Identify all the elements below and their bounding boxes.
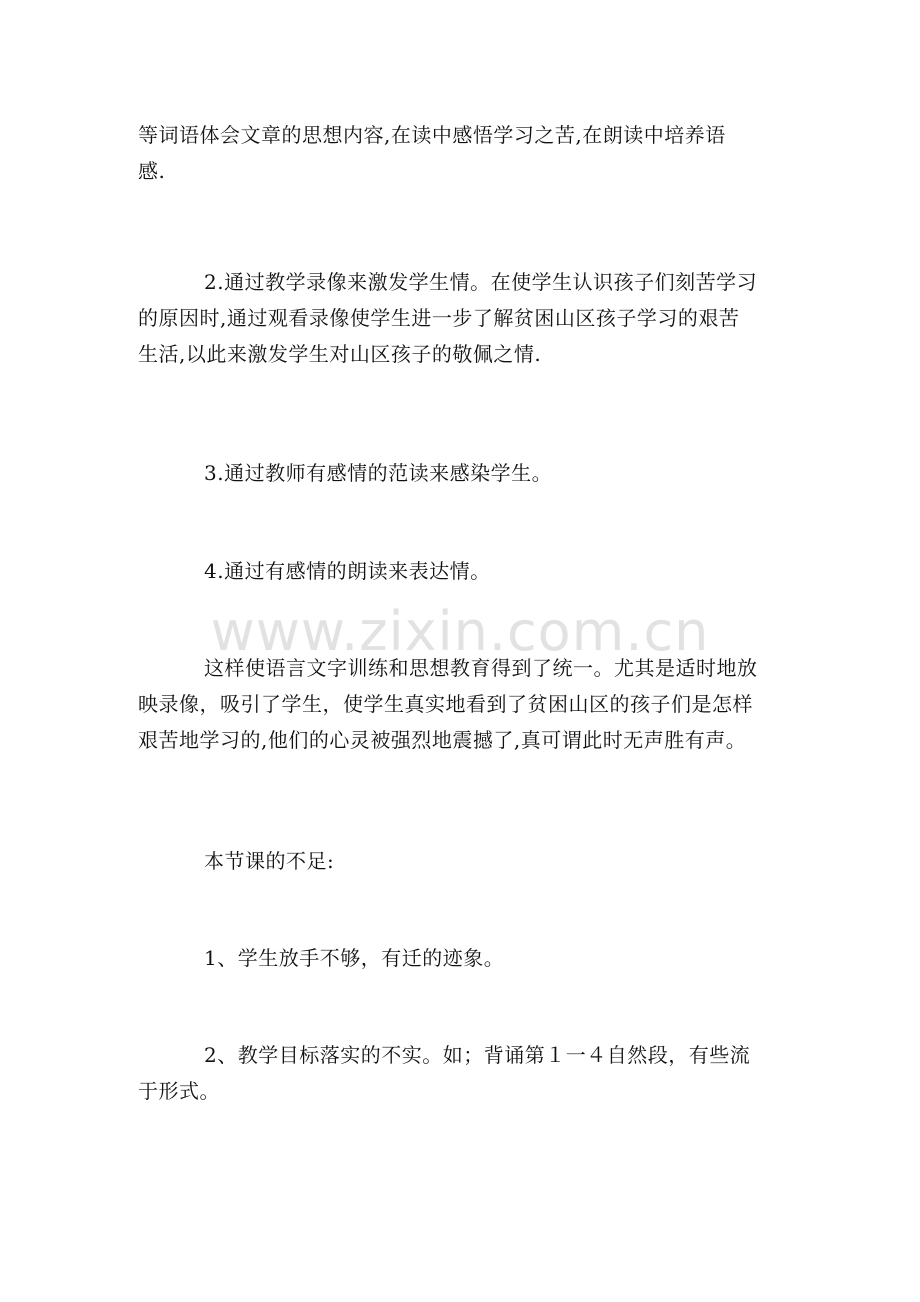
text-line: 4.通过有感情的朗读来表达情。 [204,559,491,583]
paragraph-reading-methods-end [138,117,784,189]
text-line: 的原因时,通过观看录像使学生进一步了解贫困山区孩子学习的艰苦 [138,306,740,330]
paragraph-shortcomings-heading [138,843,784,879]
text-line: 等词语体会文章的思想内容,在读中感悟学习之苦,在朗读中培养语 [138,123,726,147]
text-line: 1、学生放手不够，有迁的迹象。 [204,946,505,970]
text-line: 艰苦地学习的,他们的心灵被强烈地震撼了,真可谓此时无声胜有声。 [138,728,747,752]
text-line: 2.通过教学录像来激发学生情。在使学生认识孩子们刻苦学习 [204,270,758,294]
paragraph-item-4 [138,553,784,589]
text-line: 2、教学目标落实的不实。如；背诵第１一４自然段，有些流 [204,1043,751,1067]
watermark: www.zixin.com.cn [210,600,710,663]
paragraph-item-2 [138,264,784,372]
paragraph-summary [138,650,784,758]
text-line: 这样使语言文字训练和思想教育得到了统一。尤其是适时地放 [204,656,758,680]
text-line: 生活,以此来激发学生对山区孩子的敬佩之情. [138,342,542,366]
text-line: 感. [138,159,166,183]
paragraph-shortcoming-2 [138,1037,784,1109]
text-line: 本节课的不足: [204,849,335,873]
text-line: 于形式。 [138,1079,220,1103]
text-line: 3.通过教师有感情的范读来感染学生。 [204,461,553,485]
text-line: 映录像，吸引了学生，使学生真实地看到了贫困山区的孩子们是怎样 [138,692,753,716]
paragraph-shortcoming-1 [138,940,784,976]
paragraph-item-3 [138,455,784,491]
